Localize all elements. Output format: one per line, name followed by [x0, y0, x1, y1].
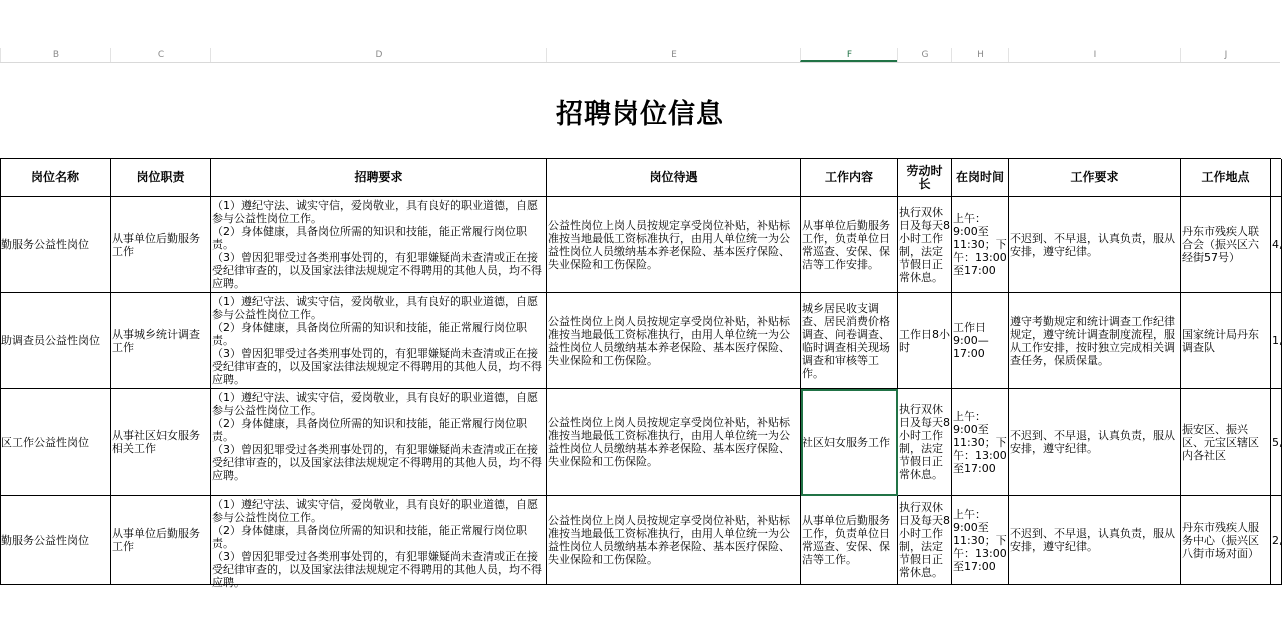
row1-work-content-text: 从事单位后勤服务工作，负责单位日常巡查、安保、保洁等工作安排。: [802, 218, 890, 271]
row4-on-duty-time[interactable]: [952, 496, 1009, 585]
sheet-title[interactable]: 招聘岗位信息: [556, 99, 724, 130]
row4-work-hours[interactable]: [898, 496, 952, 585]
column-header-h[interactable]: H: [951, 48, 1009, 62]
row1-post-name-text: 勤服务公益性岗位: [1, 238, 89, 251]
row2-post-name[interactable]: [0, 293, 111, 389]
row1-overflow-text: 4,: [1272, 238, 1283, 251]
row4-work-requirements[interactable]: [1009, 496, 1181, 585]
header-on-duty-time[interactable]: 在岗时间: [952, 159, 1009, 197]
row2-work-requirements-text: 遵守考勤规定和统计调查工作纪律规定，遵守统计调查制度流程，服从工作安排，按时独立完成相关调查任务，保质保量。: [1010, 314, 1175, 367]
row2-treatment-text: 公益性岗位上岗人员按规定享受岗位补贴，补贴标准按当地最低工资标准执行，由用人单位统一为公益性岗位人员缴纳基本养老保险、基本医疗保险、失业保险和工伤保险。: [548, 314, 790, 367]
top-margin: [0, 0, 1280, 48]
row3-treatment-text: 公益性岗位上岗人员按规定享受岗位补贴，补贴标准按当地最低工资标准执行，由用人单位统一为公益性岗位人员缴纳基本养老保险、基本医疗保险、失业保险和工伤保险。: [548, 416, 790, 468]
row1-treatment-text: 公益性岗位上岗人员按规定享受岗位补贴，补贴标准按当地最低工资标准执行，由用人单位统一为公益性岗位人员缴纳基本养老保险、基本医疗保险、失业保险和工伤保险。: [548, 218, 790, 271]
row1-work-location-text: 丹东市残疾人联合会（振兴区六经街57号）: [1182, 225, 1259, 264]
row4-treatment[interactable]: [547, 496, 801, 585]
row4-req-1: （1）遵纪守法、诚实守信，爱岗敬业，具有良好的职业道德，自愿参与公益性岗位工作。: [212, 498, 538, 524]
row4-requirements[interactable]: [211, 496, 547, 589]
row2-on-duty-time[interactable]: [952, 293, 1009, 389]
column-header-c[interactable]: C: [110, 48, 211, 62]
row1-work-hours[interactable]: [898, 197, 952, 293]
row1-req-1: （1）遵纪守法、诚实守信，爱岗敬业，具有良好的职业道德，自愿参与公益性岗位工作。: [212, 199, 538, 225]
row2-post-name-text: 助调查员公益性岗位: [1, 334, 100, 347]
row3-requirements[interactable]: [211, 389, 547, 496]
row2-overflow-text: 1,: [1272, 334, 1283, 347]
column-header-i[interactable]: I: [1008, 48, 1181, 62]
row1-work-requirements[interactable]: [1009, 197, 1181, 293]
row1-post-name[interactable]: [0, 197, 111, 293]
row2-req-2: （2）身体健康，具备岗位所需的知识和技能，能正常履行岗位职责。: [212, 321, 527, 347]
row1-work-content[interactable]: [801, 197, 898, 293]
row1-on-duty-time-text: 上午：9:00至11:30；下午：13:00至17:00: [953, 212, 1007, 277]
row3-req-2: （2）身体健康，具备岗位所需的知识和技能，能正常履行岗位职责。: [212, 417, 527, 443]
row1-post-duty-text: 从事单位后勤服务工作: [112, 231, 200, 258]
header-requirements[interactable]: 招聘要求: [211, 159, 547, 197]
row3-work-requirements[interactable]: [1009, 389, 1181, 496]
row3-overflow[interactable]: [1271, 389, 1282, 496]
row2-req-1: （1）遵纪守法、诚实守信，爱岗敬业，具有良好的职业道德，自愿参与公益性岗位工作。: [212, 295, 538, 321]
row1-req-3: （3）曾因犯罪受过各类刑事处罚的，有犯罪嫌疑尚未查清或正在接受纪律审查的，以及国家法律法规规定不得聘用的其他人员，均不得应聘。: [212, 251, 542, 290]
row1-on-duty-time[interactable]: [952, 197, 1009, 293]
row2-req-3: （3）曾因犯罪受过各类刑事处罚的，有犯罪嫌疑尚未查清或正在接受纪律审查的，以及国家法律法规规定不得聘用的其他人员，均不得应聘。: [212, 347, 542, 386]
header-treatment[interactable]: 岗位待遇: [547, 159, 801, 197]
header-work-requirements[interactable]: 工作要求: [1009, 159, 1181, 197]
column-header-b[interactable]: B: [0, 48, 111, 62]
header-work-content[interactable]: 工作内容: [801, 159, 898, 197]
row1-treatment[interactable]: [547, 197, 801, 293]
row2-work-requirements[interactable]: [1009, 293, 1181, 389]
row4-overflow[interactable]: [1271, 496, 1282, 585]
row2-overflow[interactable]: [1271, 293, 1282, 389]
row2-work-hours-text: 工作日8小时: [899, 327, 950, 354]
row2-on-duty-time-text: 工作日9:00—17:00: [953, 321, 989, 360]
row1-work-location[interactable]: [1181, 197, 1271, 293]
row2-post-duty[interactable]: [111, 293, 211, 389]
row3-work-hours[interactable]: [898, 389, 952, 496]
row2-work-location-text: 国家统计局丹东调查队: [1182, 327, 1259, 354]
row4-req-3: （3）曾因犯罪受过各类刑事处罚的，有犯罪嫌疑尚未查清或正在接受纪律审查的，以及国家法律法规规定不得聘用的其他人员，均不得应聘。: [212, 550, 542, 589]
row4-treatment-text: 公益性岗位上岗人员按规定享受岗位补贴，补贴标准按当地最低工资标准执行，由用人单位统一为公益性岗位人员缴纳基本养老保险、基本医疗保险、失业保险和工伤保险。: [548, 514, 790, 566]
row2-work-hours[interactable]: [898, 293, 952, 389]
row4-work-hours-text: 执行双休日及每天8小时工作制，法定节假日正常休息。: [899, 501, 950, 579]
column-header-e[interactable]: E: [546, 48, 801, 62]
row3-post-name-text: 区工作公益性岗位: [1, 435, 89, 449]
column-header-f[interactable]: F: [800, 48, 898, 62]
row3-work-content-text: 社区妇女服务工作: [802, 435, 890, 449]
row3-req-3: （3）曾因犯罪受过各类刑事处罚的，有犯罪嫌疑尚未查清或正在接受纪律审查的，以及国家法律法规规定不得聘用的其他人员，均不得应聘。: [212, 443, 542, 482]
row4-post-duty-text: 从事单位后勤服务工作: [112, 527, 200, 553]
header-overflow-cell[interactable]: [1271, 159, 1282, 197]
row4-overflow-text: 2,: [1272, 533, 1283, 547]
row3-work-content-active-cell[interactable]: [801, 389, 898, 496]
column-header-d[interactable]: D: [210, 48, 547, 62]
row3-work-location-text: 振安区、振兴区、元宝区辖区内各社区: [1182, 422, 1259, 462]
column-header-j[interactable]: J: [1180, 48, 1271, 62]
row1-requirements[interactable]: [211, 197, 547, 293]
row3-work-requirements-text: 不迟到、不早退，认真负责，服从安排，遵守纪律。: [1010, 429, 1175, 455]
row4-post-name[interactable]: [0, 496, 111, 585]
row4-post-name-text: 勤服务公益性岗位: [1, 533, 89, 547]
row2-work-content[interactable]: [801, 293, 898, 389]
column-header-g[interactable]: G: [897, 48, 952, 62]
row3-on-duty-time[interactable]: [952, 389, 1009, 496]
column-header-bar: [0, 48, 1280, 63]
row1-post-duty[interactable]: [111, 197, 211, 293]
row1-work-requirements-text: 不迟到、不早退，认真负责，服从安排，遵守纪律。: [1010, 231, 1175, 258]
row3-post-duty[interactable]: [111, 389, 211, 496]
header-post-duty[interactable]: 岗位职责: [111, 159, 211, 197]
header-work-hours[interactable]: 劳动时长: [898, 159, 952, 197]
row2-post-duty-text: 从事城乡统计调查工作: [112, 327, 200, 354]
row3-req-1: （1）遵纪守法、诚实守信，爱岗敬业，具有良好的职业道德，自愿参与公益性岗位工作。: [212, 391, 538, 417]
row4-work-content-text: 从事单位后勤服务工作，负责单位日常巡查、安保、保洁等工作。: [802, 514, 890, 566]
row3-treatment[interactable]: [547, 389, 801, 496]
row1-req-2: （2）身体健康，具备岗位所需的知识和技能，能正常履行岗位职责。: [212, 225, 527, 251]
row4-post-duty[interactable]: [111, 496, 211, 585]
row3-overflow-text: 5,: [1272, 435, 1283, 449]
row4-on-duty-time-text: 上午：9:00至11:30；下午：13:00至17:00: [953, 507, 1007, 573]
header-work-location[interactable]: 工作地点: [1181, 159, 1271, 197]
row4-work-requirements-text: 不迟到、不早退，认真负责，服从安排，遵守纪律。: [1010, 527, 1175, 553]
row4-work-location-text: 丹东市残疾人服务中心（振兴区八街市场对面）: [1182, 520, 1259, 560]
row4-req-2: （2）身体健康，具备岗位所需的知识和技能，能正常履行岗位职责。: [212, 524, 527, 550]
row4-work-content[interactable]: [801, 496, 898, 585]
row2-requirements[interactable]: [211, 293, 547, 389]
row3-work-location[interactable]: [1181, 389, 1271, 496]
row2-work-content-text: 城乡居民收支调查、居民消费价格调查、问卷调查、临时调查相关现场调查和审核等工作。: [802, 301, 890, 380]
row3-post-name[interactable]: [0, 389, 111, 496]
row1-overflow[interactable]: [1271, 197, 1282, 293]
row3-work-hours-text: 执行双休日及每天8小时工作制，法定节假日正常休息。: [899, 403, 950, 481]
header-post-name[interactable]: 岗位名称: [0, 159, 111, 197]
row4-work-location[interactable]: [1181, 496, 1271, 585]
row3-post-duty-text: 从事社区妇女服务相关工作: [112, 429, 200, 455]
row3-on-duty-time-text: 上午：9:00至11:30；下午：13:00至17:00: [953, 409, 1007, 475]
row1-work-hours-text: 执行双休日及每天8小时工作制，法定节假日正常休息。: [899, 205, 950, 284]
row2-treatment[interactable]: [547, 293, 801, 389]
row2-work-location[interactable]: [1181, 293, 1271, 389]
